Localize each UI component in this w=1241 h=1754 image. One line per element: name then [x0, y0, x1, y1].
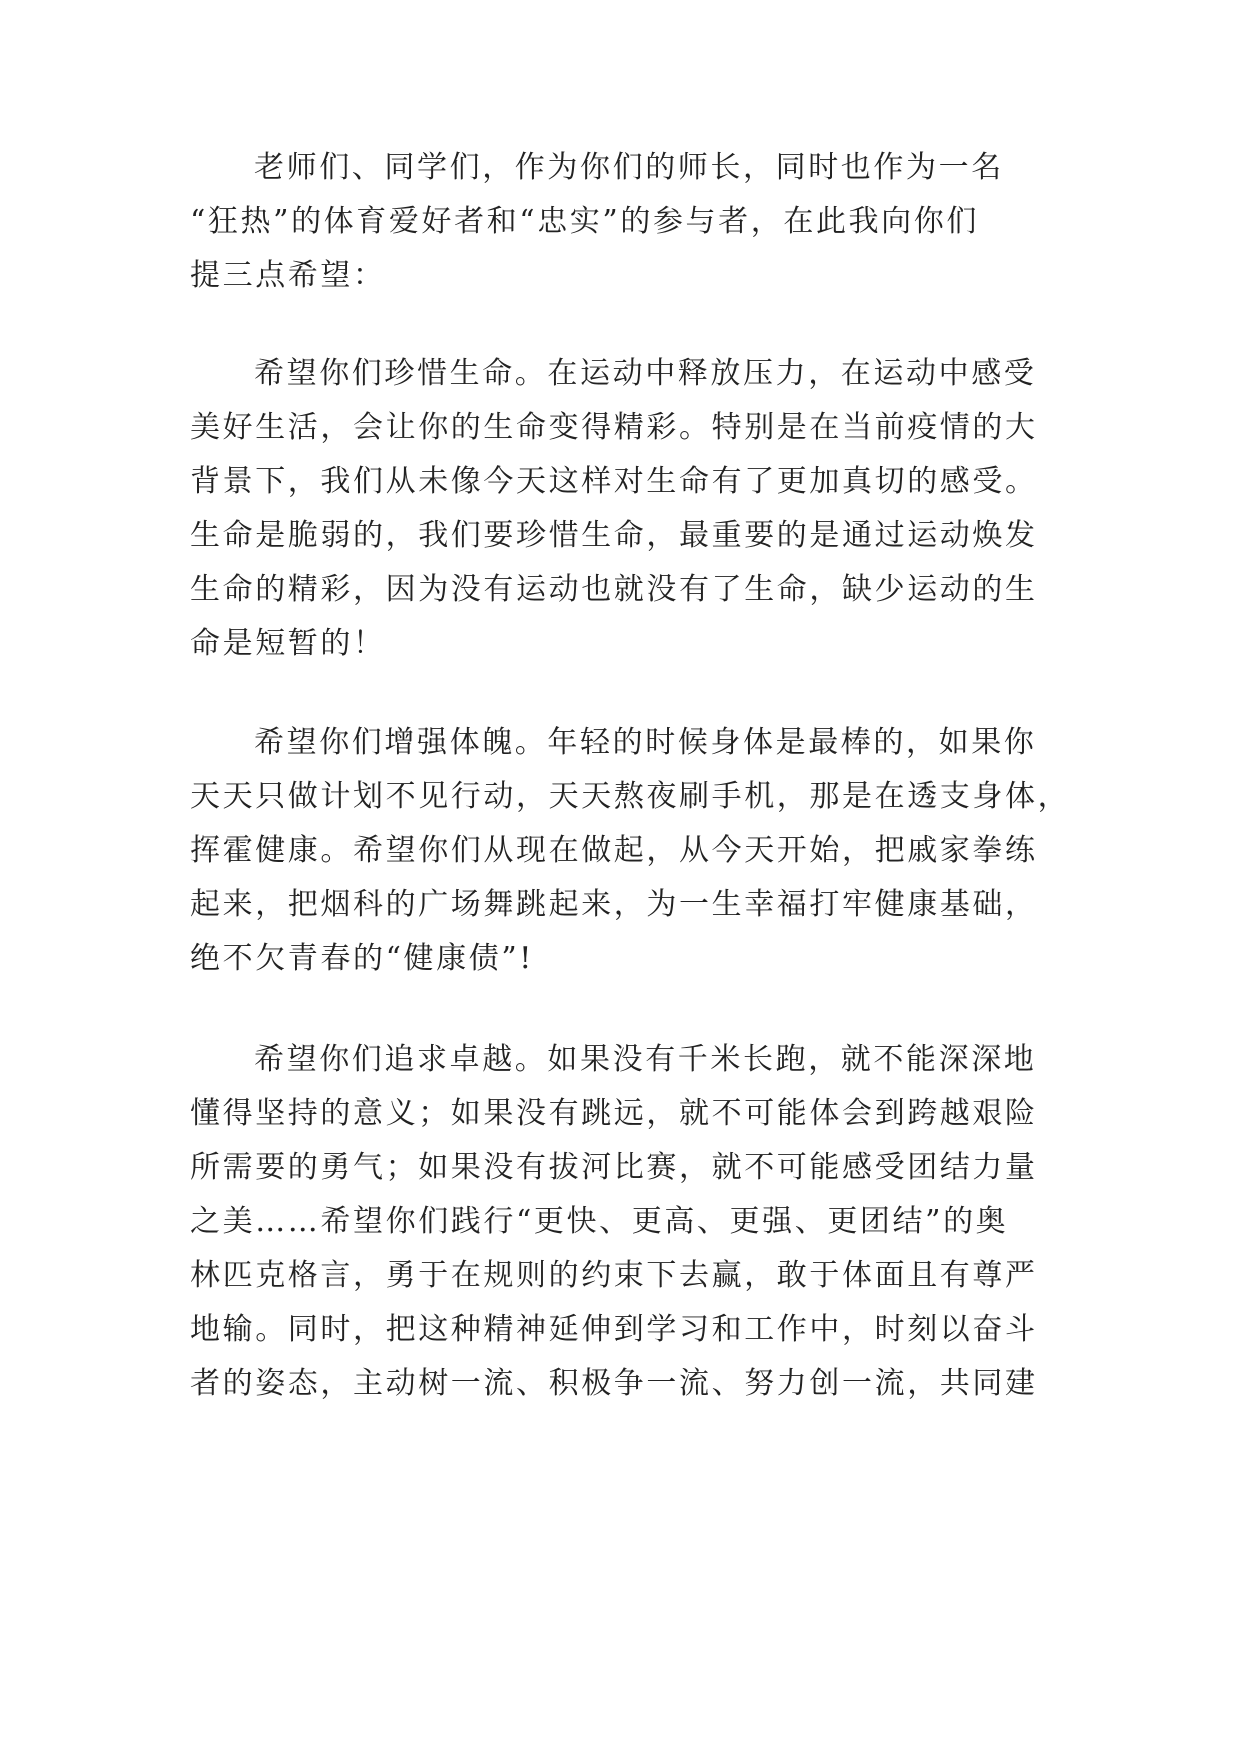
- text-line: 希望你们珍惜生命。在运动中释放压力，在运动中感受: [254, 356, 1037, 391]
- text-line: 起来，把烟科的广场舞跳起来，为一生幸福打牢健康基础，: [190, 887, 1038, 922]
- text-line: 挥霍健康。希望你们从现在做起，从今天开始，把戚家拳练: [190, 833, 1038, 868]
- text-line: 希望你们追求卓越。如果没有千米长跑，就不能深深地: [254, 1042, 1037, 1077]
- text-line: 者的姿态，主动树一流、积极争一流、努力创一流，共同建: [190, 1366, 1038, 1401]
- text-line: 老师们、同学们，作为你们的师长，同时也作为一名: [254, 150, 1004, 185]
- text-line: 生命的精彩，因为没有运动也就没有了生命，缺少运动的生: [190, 572, 1038, 607]
- text-line: “狂热”的体育爱好者和“忠实”的参与者，在此我向你们: [190, 204, 979, 239]
- text-line: 懂得坚持的意义；如果没有跳远，就不可能体会到跨越艰险: [190, 1096, 1038, 1131]
- text-line: 生命是脆弱的，我们要珍惜生命，最重要的是通过运动焕发: [190, 518, 1038, 553]
- text-line: 所需要的勇气；如果没有拔河比赛，就不可能感受团结力量: [190, 1150, 1038, 1185]
- text-line: 地输。同时，把这种精神延伸到学习和工作中，时刻以奋斗: [190, 1312, 1038, 1347]
- text-line: 命是短暂的！: [190, 626, 386, 661]
- text-line: 天天只做计划不见行动，天天熬夜刷手机，那是在透支身体，: [190, 779, 1071, 814]
- text-line: 希望你们增强体魄。年轻的时候身体是最棒的，如果你: [254, 725, 1037, 760]
- text-line: 之美……希望你们践行“更快、更高、更强、更团结”的奥: [190, 1204, 1009, 1239]
- text-line: 林匹克格言，勇于在规则的约束下去赢，敢于体面且有尊严: [190, 1258, 1038, 1293]
- text-line: 提三点希望：: [190, 258, 386, 293]
- text-line: 美好生活，会让你的生命变得精彩。特别是在当前疫情的大: [190, 410, 1038, 445]
- text-line: 绝不欠青春的“健康债”!: [190, 941, 534, 976]
- text-line: 背景下，我们从未像今天这样对生命有了更加真切的感受。: [190, 464, 1038, 499]
